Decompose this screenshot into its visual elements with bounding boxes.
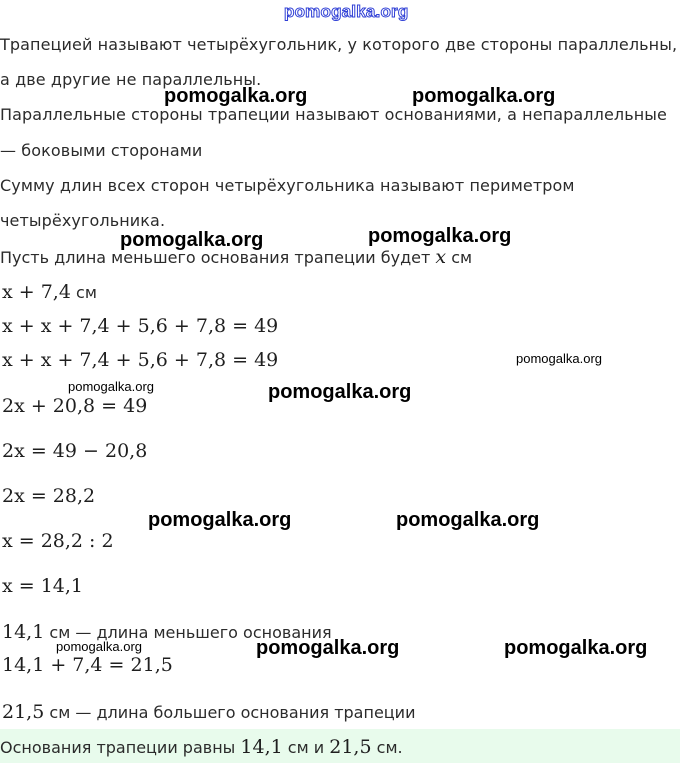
- larger-base-math: x + 7,4: [2, 281, 71, 303]
- equation-2: x + x + 7,4 + 5,6 + 7,8 = 49: [2, 349, 279, 371]
- watermark: pomogalka.org: [516, 351, 602, 366]
- watermark: pomogalka.org: [412, 85, 556, 107]
- watermark: pomogalka.org: [68, 379, 154, 394]
- watermark: pomogalka.org: [396, 509, 540, 531]
- equation-4: 2x = 49 − 20,8: [2, 440, 148, 462]
- result-smaller-value: 14,1: [2, 621, 45, 643]
- watermark: pomogalka.org: [148, 509, 292, 531]
- larger-base-calculation: 14,1 + 7,4 = 21,5: [2, 654, 173, 676]
- answer-value-2: 21,5: [329, 736, 372, 758]
- larger-base-unit: см: [76, 283, 97, 302]
- definition-line-5: Сумму длин всех сторон четырёхугольника называют периметром: [0, 176, 575, 195]
- answer-prefix: Основания трапеции равны: [0, 738, 236, 757]
- definition-line-3: Параллельные стороны трапеции называют основаниями, а непараллельные: [0, 105, 667, 124]
- answer-line: [0, 736, 403, 759]
- equation-7: x = 14,1: [2, 575, 84, 597]
- definition-line-1: Трапецией называют четырёхугольник, у которого две стороны параллельны,: [0, 35, 678, 54]
- assumption-var: x: [435, 246, 447, 268]
- watermark: pomogalka.org: [368, 225, 512, 247]
- answer-value-1: 14,1: [240, 736, 283, 758]
- result-larger-base: [2, 700, 415, 725]
- watermark: pomogalka.org: [164, 85, 308, 107]
- equation-3: 2x + 20,8 = 49: [2, 395, 148, 417]
- watermark: pomogalka.org: [56, 639, 142, 654]
- assumption-unit: см: [451, 248, 473, 267]
- watermark: pomogalka.org: [256, 637, 400, 659]
- watermark: pomogalka.org: [504, 637, 648, 659]
- equation-1: x + x + 7,4 + 5,6 + 7,8 = 49: [2, 315, 279, 337]
- watermark: pomogalka.org: [268, 381, 412, 403]
- answer-suffix: см.: [376, 738, 403, 757]
- equation-6: x = 28,2 : 2: [2, 530, 114, 552]
- answer-mid: см и: [287, 738, 325, 757]
- equation-5: 2x = 28,2: [2, 485, 96, 507]
- result-smaller-text: см — длина меньшего основания: [49, 623, 332, 642]
- definition-line-4: — боковыми сторонами: [0, 141, 203, 160]
- watermark: pomogalka.org: [120, 229, 264, 251]
- definition-line-6: четырёхугольника.: [0, 211, 166, 230]
- result-larger-value: 21,5: [2, 701, 45, 723]
- larger-base-expression: [2, 280, 97, 305]
- definition-line-2: а две другие не параллельны.: [0, 70, 262, 89]
- assumption-text: Пусть длина меньшего основания трапеции будет: [0, 248, 431, 267]
- result-larger-text: см — длина большего основания трапеции: [49, 703, 416, 722]
- site-logo[interactable]: pomogalka.org: [284, 2, 409, 21]
